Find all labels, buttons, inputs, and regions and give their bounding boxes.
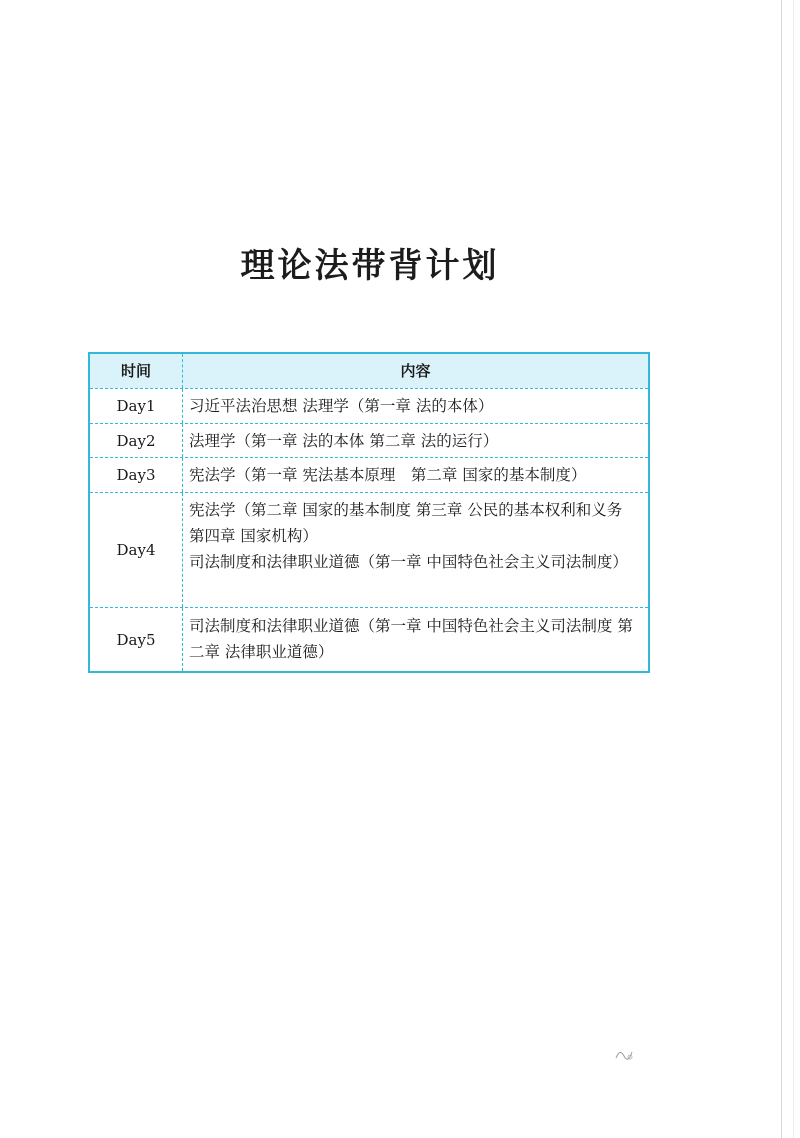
page-edge-line-outer	[793, 0, 794, 1138]
content-line: 司法制度和法律职业道德（第一章 中国特色社会主义司法制度）	[189, 553, 628, 571]
table-row	[90, 607, 648, 671]
scan-mark-icon	[614, 1046, 636, 1062]
table-row	[90, 492, 648, 607]
header-content: 内容	[400, 362, 431, 380]
content-line: 宪法学（第一章 宪法基本原理 第二章 国家的基本制度）	[189, 466, 587, 484]
table-header-row	[90, 354, 648, 388]
day-content	[183, 458, 648, 492]
day-label: Day5	[90, 608, 183, 671]
content-line: 法理学（第一章 法的本体 第二章 法的运行）	[189, 431, 499, 450]
day-label: Day2	[90, 424, 183, 457]
table-row	[90, 423, 648, 457]
study-plan-table	[88, 352, 650, 673]
day-content	[183, 608, 648, 671]
page-title: 理论法带背计划	[240, 246, 500, 286]
content-line: 司法制度和法律职业道德（第一章 中国特色社会主义司法制度 第二章 法律职业道德）	[189, 617, 633, 661]
day-label: Day4	[90, 493, 183, 607]
header-time: 时间	[90, 354, 183, 388]
day-content	[183, 389, 648, 423]
day-label: Day1	[90, 389, 183, 423]
content-line: 习近平法治思想 法理学（第一章 法的本体）	[189, 397, 494, 415]
day-content	[183, 424, 648, 457]
page-edge-line	[781, 0, 782, 1138]
day-label: Day3	[90, 458, 183, 492]
day-content	[183, 493, 648, 607]
table-row	[90, 457, 648, 492]
content-line: 宪法学（第二章 国家的基本制度 第三章 公民的基本权利和义务 第四章 国家机构）	[189, 501, 623, 545]
table-row	[90, 388, 648, 423]
